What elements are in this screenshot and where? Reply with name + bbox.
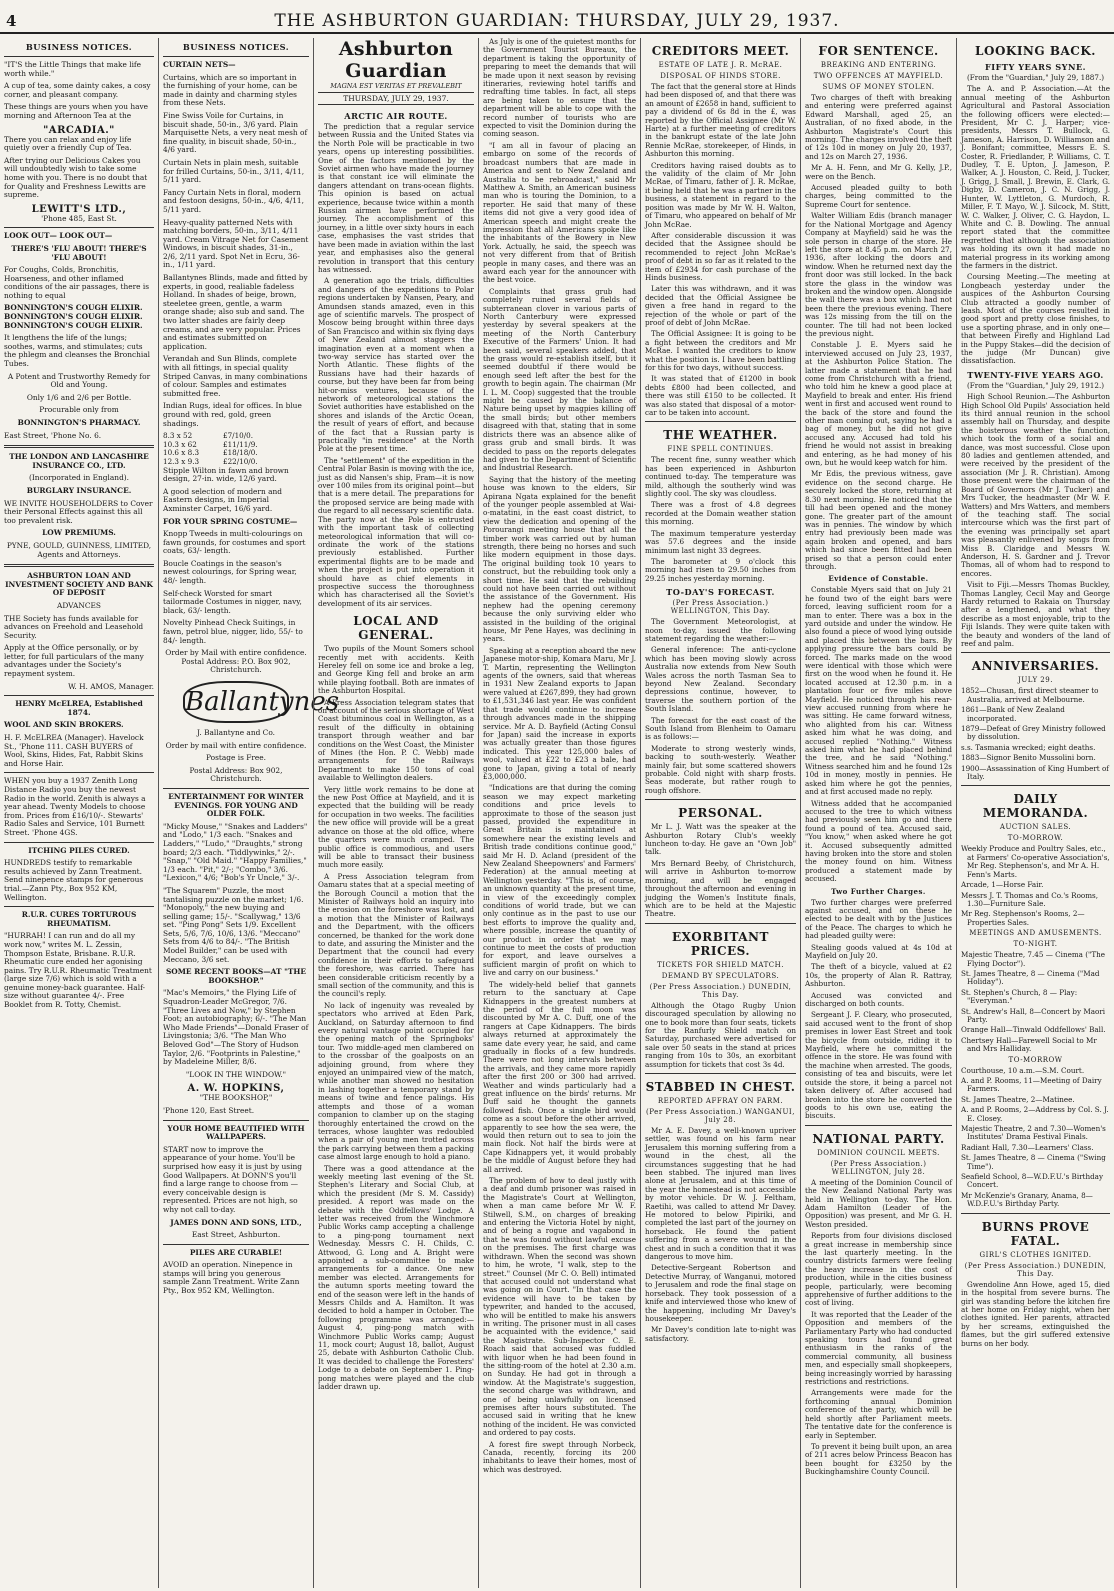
article-paragraph: Creditors having raised doubts as to the validity of the claim of Mr John McRae, of Timaru, father of J. R. McRae, it being held that he was a partner in the business, a statement in regard to the position was made by Mr W. H. Walton, of Timaru, who appeared on behalf of Mr John McRae.	[645, 160, 796, 229]
ad-arcadia-phone: 'Phone 485, East St.	[41, 213, 117, 223]
list-item: 1879—Defeat of Grey Ministry followed by dissolution.	[961, 724, 1106, 742]
ad-flu-price: Only 1/6 and 2/6 per Bottle.	[26, 392, 132, 402]
column-looking-back	[956, 38, 1114, 1588]
article-headline: BURNS PROVE FATAL.	[981, 1219, 1090, 1248]
anniversary-date: JULY 29.	[1018, 676, 1053, 685]
ad-arcadia-text: A cup of tea, some dainty cakes, a cosy corner, and pleasant company.	[4, 81, 151, 99]
ad-loan-text: THE Society has funds available for advances on Freehold and Leasehold Security.	[4, 613, 144, 640]
article-subheading: DISPOSAL OF HINDS STORE.	[660, 72, 781, 80]
article-paragraph: (From the "Guardian," July 29, 1887.)	[967, 73, 1105, 82]
article-paragraph: A meeting of the Dominion Council of the New Zealand National Party was held in Wellington to-day. The Hon. Adam Hamilton (Leader of the Opposition) was present, and Mr G. H. Weston presided.	[805, 1177, 952, 1229]
article-subheading: TICKETS FOR SHIELD MATCH.	[657, 960, 784, 969]
ad-books-text: "Mac's Memoirs," the Flying Life of Squadron-Leader McGregor, 7/6. "Three Lives and Now," by Stephen Foot; an autobiography; 6/-. "The Man Who Made Friends"—Donald Fraser of Livingstonia; 3/6. "The Man Who Beloved God"—The Story of Hudson Taylor, 2/6. "Footprints in Palestine," by Madeleine Miller, 8/6.	[163, 988, 309, 1067]
article-paragraph: A forest fire swept through Norbeck, Canada, recently, forcing its 200 inhabitants to leave their homes, most of which was destroyed.	[483, 1439, 636, 1474]
ad-hopkins-firm: A. W. HOPKINS,	[187, 1083, 285, 1095]
article-headline: NATIONAL PARTY.	[812, 1131, 945, 1146]
article-paragraph: Coursing Meeting.—The meeting at Longbeach yesterday under the auspices of the Ashburton Coursing Club attracted a goodly number of leash. Most of the courses resulted in good sport and pretty close finishes, to use a sporting phrase, and in only one—that between Firefly and Highland Lad in the Puppy Stakes—did the decision of the judge (Mr Duncan) give dissatisfaction.	[961, 272, 1110, 366]
list-item: Seafield School, 8—W.D.F.U.'s Birthday Concert.	[961, 1172, 1104, 1190]
article-paragraph: Complaints that grass grub had completely ruined several fields of subterranean clover in various parts of North Canterbury were expressed yesterday by several speakers at the meeting of the North Canterbury Executive of the Farmers' Union. It had been said, several speakers added, that the grass would re-establish itself, but it seemed doubtful if there would be enough seed left after the best for the growth to begin again. The chairman (Mr I. L. M. Coop) suggested that the trouble might be caused by the balance of Nature being upset by magpies killing off the small birds; but other members disagreed with that, stating that in some districts there was an absence alike of grass grub and small birds. It was decided to pass on the reports delegates had given to the Department of Scientific and Industrial Research.	[483, 286, 636, 473]
article-paragraph: A generation ago the trials, difficulties and dangers of the expeditions to Polar regions undertaken by Nansen, Peary, and Amundsen stands amazed, even in this age of scientific marvels. The prospect of Moscow being brought within three days of San Francisco and within six flying days of New Zealand almost staggers the imagination even at a moment when a two-way service has started over the North Atlantic. These flights of the Russians have had their hazards of course, but they have been far from being hit-or-miss ventures, because of the network of meteorological stations the Soviet authorities have established on the shores and islands of the Arctic Ocean, the result of years of effort, and because of the fact that a Russian party is practically "in residence" at the North Pole at the present time.	[318, 276, 474, 454]
article-paragraph: Speaking at a reception aboard the new Japanese motor-ship, Komara Maru, Mr J. T. Martin, representing the Wellington agents of the owners, said that whereas in 1931 New Zealand exports to Japan were valued at £267,899, they had grown to £1,531,346 last year. He was confident that trade would continue to increase through advances made in the shipping service. Mr A. D. Bayfield (Acting Consul for Japan) said the increase in exports was actually greater than those figures indicated. This year 125,000 bales of wool, valued at £22 to £23 a bale, had gone to Japan, giving a total of nearly £3,000,000.	[483, 645, 636, 781]
ad-postage: Postage is Free.	[205, 753, 266, 763]
ad-loan-manager: W. H. AMOS, Manager.	[68, 681, 154, 691]
ad-home-head: YOUR HOME BEAUTIFIED WITH WALLPAPERS.	[167, 1123, 305, 1142]
article-paragraph: (From the "Guardian," July 29, 1912.)	[967, 380, 1105, 390]
rugs-row: 12.3 x 9.3 £22/10/0.	[163, 456, 258, 466]
article-paragraph: Walter William Edis (branch manager for the National Mortgage and Agency Company at Mayfield) said he was the sole person in charge of the store. He left the store at 8.45 p.m. on March 27, 1936, after locking the doors and window. When he returned next day the front door was still locked. In the back store the glass in the window was broken and the window open. Alongside the wall there was a box which had not been there the previous evening. There was 12s missing from the till on the counter. The till had not been locked the previous night.	[805, 211, 952, 338]
ad-wool-text: H. F. McELREA (Manager). Havelock St., 'Phone 111. CASH BUYERS of Wool, Skins, Hides, Fat, Rabbit Skins and Horse Hair.	[4, 733, 144, 768]
article-paragraph: Witness added that he accompanied accused to the tree to which witness had previously seen him go and there found a pound of tea. Accused said, "You know," when asked where he got it. Accused subsequently admitted having broken into the store and stolen the money found on him. Witness produced a statement made by accused.	[805, 798, 952, 884]
article-paragraph: The prediction that a regular service between Russia and the United States via the North Pole will be practicable in two years, opens up interesting possibilities. One of the factors mentioned by the Soviet airmen who have made the journey is that constant ice will eliminate the dangers attendant on trans-ocean flights. This opinion is based on actual experience, because twice within a month Russian airmen have performed the journey. The accomplishment of this journey, in a little over sixty hours in each case, emphasises the vast strides that have been made in aviation within the last year, and emphasises also the general revolution in transport that this century has witnessed.	[318, 122, 474, 274]
column-business-notices-2	[158, 38, 340, 1588]
ad-curtain-text: Fancy Curtain Nets in floral, modern and festoon designs, 50-in., 4/6, 4/11, 5/11 yard.	[163, 187, 304, 214]
ad-rugs-text: A good selection of modern and Eastern designs, in Imperial Axminster Carpet, 16/6 yard.	[163, 486, 282, 513]
ad-spring-head: FOR YOUR SPRING COSTUME—	[163, 516, 298, 526]
article-paragraph: The Government Meteorologist, at noon to-day, issued the following statement regarding the weather:—	[645, 617, 796, 643]
article-headline: THE WEATHER.	[663, 428, 778, 443]
ad-arcadia-text: After trying our Delicious Cakes you will undoubtedly wish to take some home with you. There is no doubt that for Quality and Freshness Lewitts are supreme.	[4, 155, 148, 200]
ad-rur-head: R.U.R. CURES TORTUROUS RHEUMATISM.	[21, 910, 137, 928]
article-subheading: Two Further Charges.	[831, 886, 926, 896]
article-paragraph: It was stated that of £1200 in book debts £800 had been collected, and there was still £150 to be collected. It was also stated that disposal of a motor-car to be taken into account.	[645, 374, 796, 418]
article-headline: STABBED IN CHEST.	[645, 1079, 796, 1094]
ad-spring-text: Boucle Coatings in the season's newest colourings, for Spring wear, 48/- length.	[163, 558, 297, 586]
article-paragraph: General inference: The anti-cyclone which has been moving slowly across Australia now extends from New South Wales across the north Tasman Sea to beyond New Zealand. Secondary depressions continue, however, to traverse the southern portion of the South Island.	[645, 645, 796, 714]
column-business-notices-1	[0, 38, 158, 1588]
article-subheading: TO-NIGHT.	[1013, 940, 1058, 949]
ad-curtain-text: Fine Swiss Voile for Curtains, in biscuit shade, 50-in., 3/6 yard. Plain Marquisette Nets, a very neat mesh of fine quality, in biscuit shade, 50-in., 4/6 yard.	[163, 110, 308, 155]
article-paragraph: The widely-held belief that gannets return to the sanctuary at Cape Kidnappers in the greatest numbers at the period of the full moon was discounted by Mr A. C. Duff, one of the rangers at Cape Kidnappers. The birds always returned at approximately the same date every year, he said, and came gradually in flocks of a few hundreds. There were not long intervals between the arrivals, and they came more rapidly after the first 200 or 300 had arrived. Weather and winds particularly had a great influence on the birds' returns. Mr Duff said he thought the gannets followed fish. Once a single bird would come as a scout before the other arrived, apparently to see how the sea were, the would then return out to sea to join the main flock. Not half the birds were at Cape Kidnappers yet, it would probably be the middle of August before they had all arrived.	[483, 979, 636, 1174]
article-headline: PERSONAL.	[678, 806, 763, 821]
article-paragraph: No lack of ingenuity was revealed by spectators who arrived at Eden Park, Auckland, on Saturday afternoon to find every natural vantage point occupied for the opening match of the Springboks' tour. Two middle-aged men clambered on to the crossbar of the goalposts on an adjoining ground, from where they enjoyed an unimpaired view of the match, while another man showed no hesitation in lashing together a temporary stand by means of twine and fence palings. His attempts and those of a woman companion to clamber up on the staging thoroughly entertained the crowd on the terraces, whose laughter was redoubled when a pair of young men trotted across the park carrying between them a packing case almost large enough to hold a piano.	[318, 1000, 474, 1162]
article-paragraph: The recent fine, sunny weather which has been experienced in Ashburton continued to-day. The temperature was mild, although the southerly wind was slightly cool. The sky was cloudless.	[645, 455, 796, 499]
ad-rur-text: "HURRAH! I can run and do all my work now," writes M. L. Zessin, Thompson Estate, Brisbane. R.U.R. Rheumatic cure ended her agonising pains. Try R.U.R. Rheumatic Treatment (large size 7/6) which is sold with a genuine money-back guarantee. Half-size without guarantee 4/-. Free Booklet from R. Totty, Chemist.	[4, 931, 152, 1010]
article-paragraph: The fact that the general store at Hinds had been disposed of, and that there was an amount of £2658 in hand, sufficient to pay a dividend of 6s 8d in the £, was reported by the Official Assignee (Mr W. Harte) at a further meeting of creditors in the bankrupt estate of the late John Rennie McRae, storekeeper, of Hinds, in Ashburton this morning.	[645, 82, 796, 159]
article-headline: TO-DAY'S FORECAST.	[666, 587, 775, 598]
article-subheading: FINE SPELL CONTINUES.	[667, 445, 774, 454]
ad-insurance-text: WE INVITE HOUSEHOLDERS to Cover their Personal Effects against this all too prevalent risk.	[4, 498, 153, 525]
column-news-2	[800, 38, 956, 1588]
article-paragraph: Saying that the history of the meeting house was known to the elders, Sir Apirana Ngata explained for the benefit of the younger people assembled at Wai-o-matatini, in the east coast district, to view the dedication and opening of the Porourangi meeting house that all the timber work was carried out by human strength, there being no horses and such like modern equipment in those days. The original building took 10 years to construct, but the rebuilding took only a short time. He said that the rebuilding could not have been carried out without the assistance of the Government. His nephew had the opening ceremony because the only surviving elder who assisted in the building of the original house, Mr Pene Hayes, was declining in years.	[483, 474, 636, 644]
ad-arcadia-lead: "IT'S the Little Things that make life worth while."	[4, 60, 142, 78]
ad-spring-text: Novelty Pinhead Check Suitings, in fawn, petrol blue, nigger, lido, 55/- to 84/- length.	[163, 618, 303, 645]
ad-spring-text: Self-check Worsted for smart tailormade Costumes in nigger, navy, black, 63/- length.	[163, 588, 302, 615]
press-dateline: (Per Press Association.) DUNEDIN, This Day.	[649, 982, 792, 999]
article-paragraph: Accused was convicted and discharged on both counts.	[805, 990, 952, 1009]
ad-rugs-text: Indian Rugs, ideal for offices. In blue ground with red, gold, green shadings.	[163, 401, 302, 428]
ad-postal: Postal Address: Box 902, Christchurch.	[189, 765, 283, 784]
article-paragraph: Detective-Sergeant Robertson and Detective Murray, of Wanganui, motored to Jerusalem and rode the final stage on horseback. They took possession of a knife and interviewed those who knew of the happening, including Mr Davey's housekeeper.	[645, 1263, 796, 1323]
article-paragraph: Mr Edis, the previous witness, gave evidence on the second charge. He securely locked the store, returning at 8.30 next morning. He noticed that the till had been opened and the money gone. The greater part of the amount was in pennies. The window by which entry had previously been made was again broken and opened, and bars which had since been fitted had been prised so that a person could enter through.	[805, 469, 952, 571]
article-paragraph: Two further charges were preferred against accused, and on these he elected to be dealt with by the Justices of the Peace. The charges to which he had pleaded guilty were:	[805, 897, 952, 941]
ad-piles-text: HUNDREDS testify to remarkable results achieved by Zann Treatment. Send ninepence stamps for generous trial.—Zann Pty., Box 952 KM, Wellington.	[4, 858, 144, 902]
article-subheading: MEETINGS AND AMUSEMENTS.	[969, 929, 1102, 938]
article-subheading: BREAKING AND ENTERING.	[820, 61, 937, 69]
article-paragraph: Mr L. J. Watt was the speaker at the Ashburton Rotary Club's weekly luncheon to-day. He gave an "Own Job" talk.	[645, 822, 796, 857]
ad-loan-advances: ADVANCES	[57, 600, 101, 610]
article-paragraph: A Press Association telegram from Oamaru states that at a special meeting of the Borough Council a motion that the Minister of Railways hold an inquiry into the erosion on the foreshore was lost, and a motion that the Minister of Railways and the Department, with the officers concerned, be thanked for the work done to date, and assuring the Minister and the Department that the council had every confidence in their efforts to safeguard the foreshore, was carried. There has been considerable criticism recently by a small section of the community, and this is the council's reply.	[318, 871, 474, 999]
article-headline: ARCTIC AIR ROUTE.	[344, 111, 448, 121]
article-paragraph: Although the Otago Rugby Union discouraged speculation by allowing no one to book more than four seats, tickets for the Ranfurly Shield match on Saturday, purchased were advertised for sale over 50 seats in the stand at prices ranging from 10s to 30s, an exorbitant assumption for tickets that cost 3s 4d.	[645, 1000, 796, 1069]
rugs-row: 10.3 x 62 £11/11/9.	[163, 439, 258, 449]
ad-flu-text: It lengthens the life of the lungs; soothes, warms, and stimulates; cuts the phlegm and cleanses the Bronchial Tubes.	[4, 333, 151, 369]
list-item: 1900—Assassination of King Humbert of Italy.	[961, 763, 1109, 782]
ad-curtain-head: CURTAIN NETS—	[163, 60, 236, 69]
list-item: 1861—Bank of New Zealand incorporated.	[961, 705, 1065, 723]
article-paragraph: "I am all in favour of placing an embargo on some of the records of broadcast numbers that are made in America and sent to New Zealand and Australia to be rebroadcast," said Mr Matthew A. Smith, an American business man who is touring the Dominion, to a reporter. He said that many of these items did not give a very good idea of American speech and might create the impression that all Americans spoke like the inhabitants of the Bowery in New York. Actually, he said, the speech was not very different from that of British people in many cases, and there was an award each year for the announcer with the best voice.	[483, 140, 636, 285]
ad-insurance-type: BURGLARY INSURANCE.	[26, 485, 132, 495]
ad-donn-address: East Street, Ashburton.	[191, 1230, 281, 1240]
ad-piles-head: ITCHING PILES CURED.	[28, 845, 130, 855]
ad-curtain-text: Heavy-quality patterned Nets with matching borders, 50-in., 3/11, 4/11 yard. Cream Vitrage Net for Casement Windows, in biscuit shades, 31-in., 2/6, 2/11 yard. Spot Net in Ecru, 36-in., 1/11 yard.	[163, 217, 309, 270]
article-paragraph: The problem of how to deal justly with a deaf and dumb prisoner was raised in the Magistrate's Court at Wellington, when a man came before Mr W. F. Stilwell, S.M., on charges of breaking and entering the Victoria Hotel by night, and of being a rogue and vagabond in that he was found without lawful excuse on the premises. The first charge was withdrawn. When the second was shown to him, he wrote, "I walk, step to the street." Counsel (Mr C. O. Bell) intimated that accused could not understand what was going on in Court. "In that case the evidence will have to be taken by typewriter, and handed to the accused, who will be entitled to make his answers in writing. The prisoner must in all cases be acquainted with the evidence," said the Magistrate. Sub-Inspector C. E. Roach said that accused was fuddled with liquor when he had been found in the sitting-room of the hotel at 2.30 a.m. on Sunday. He had got in through a window. At the Magistrate's suggestion, the second charge was withdrawn, and one of being unlawfully on licensed premises after hours substituted. The accused said in writing that he knew nothing of the incident. He was convicted and ordered to pay costs.	[483, 1176, 636, 1438]
ad-insurance-firm: THE LONDON AND LANCASHIRE INSURANCE CO., LTD.	[9, 452, 149, 470]
ad-flu-address: East Street, 'Phone No. 6.	[4, 430, 102, 440]
ad-donn-firm: JAMES DONN AND SONS, LTD.,	[170, 1217, 302, 1227]
ad-arcadia-text: There you can relax and enjoy life quietly over a friendly Cup of Tea.	[4, 134, 132, 153]
ad-insurance-inc: (Incorporated in England).	[28, 473, 130, 483]
list-item: 1852—Chusan, first direct steamer to Australia, arrived at Melbourne.	[961, 686, 1099, 704]
article-paragraph: "Indications are that during the coming season we may expect marketing conditions and price levels to approximate to those of the season just passed, provided the expenditure in Great Britain is maintained at somewhere near the existing levels and British trade conditions continue good," said Mr H. D. Acland (president of the New Zealand Sheepowners' and Farmers' Federation) at the annual meeting at Wellington yesterday. "This is, of course, an unknown quantity at the present time, in view of the exceedingly complex conditions of world trade, but we can only continue as in the past to use our best efforts to improve the quality and, where possible, increase the quantity of our product in order that we may continue to meet the costs of production for export, and leave ourselves a sufficient margin of profit on which to live and carry on our business."	[483, 783, 636, 978]
article-paragraph: The maximum temperature yesterday was 57.6 degrees and the inside minimum last night 33 degrees.	[645, 528, 796, 555]
article-subheading: DOMINION COUNCIL MEETS.	[817, 1148, 940, 1157]
article-headline: FOR SENTENCE.	[818, 44, 939, 58]
ad-curtain-text: Curtains, which are so important in the furnishing of your home, can be made in dainty and charming styles from these Nets.	[163, 72, 298, 108]
section-header: BUSINESS NOTICES.	[182, 42, 290, 52]
article-paragraph: Stealing goods valued at 4s 10d at Mayfield on July 20.	[805, 942, 952, 960]
article-headline: FIFTY YEARS SYNE.	[984, 62, 1087, 72]
article-subheading: SUMS OF MONEY STOLEN.	[822, 83, 935, 91]
article-paragraph: The A. and P. Association.—At the annual meeting of the Ashburton Agricultural and Pastoral Association the following officers were elected:—President, Mr C. J. Harper; vice-presidents, Messrs T. Bullock, G. Jameson, A. Harrison, D. Williamson and J. Bonifant; committee, Messrs E. S. Coster, R. Friedlander, P. Williams, C. T. Dudley, T. E. Upton, J. Jameson, P. Walker, A. J. Houston, C. Reid, J. Tucker, J. Grigg, J. Small, J. Brewin, E. Clark, G. Digby, D. Cameron, J. C. N. Grigg, J. Hunter, W. Lyttleton, G. Murdoch, R. Miller, F. T. Mayo, W. J. Silcock, M. Stitt, W. C. Walker, J. Oliver, C. G. Haydon, L. White and C. B. Dowling. The annual report stated that the committee regretted that although the association was holding its own it had made no material progress in its working among the farmers in the district.	[961, 84, 1110, 270]
ad-spring-text: Knopp Tweeds in multi-colourings on fawn grounds, for costumes and sport coats, 63/- length.	[163, 529, 306, 556]
section-headline: ANNIVERSARIES.	[971, 659, 1100, 674]
list-item: Majestic Theatre, 7.45 — Cinema ("The Flying Doctor").	[961, 950, 1106, 968]
section-headline: DAILY MEMORANDA.	[982, 792, 1089, 821]
article-headline: EXORBITANT PRICES.	[672, 929, 769, 958]
article-paragraph: The "settlement" of the expedition in the Central Polar Basin is moving with the ice, just as did Nansen's ship, Fram—it is now over 100 miles from its original point—but that is a mere detail. The preparations for the proposed service are being made with due regard to all necessary scientific data. The party now at the Pole is entrusted with the important task of collecting meteorological information that will co-ordinate the work of the stations previously established. Further experimental flights are to be made and when the project is put into operation it should have as chief elements in prospective success the thoroughness which has characterised all the Soviet's development of its air services.	[318, 455, 474, 608]
ad-loan-text: Apply at the Office personally, or by letter, for full particulars of the many advantages under the Society's repayment system.	[4, 643, 144, 679]
article-paragraph: Mrs Bernard Beeby, of Christchurch, will arrive in Ashburton to-morrow morning, and will be engaged throughout the afternoon and evening in judging the Women's Institute finals, which are to be held at the Majestic Theatre.	[645, 858, 796, 919]
ad-flu-text: Procurable only from	[39, 405, 119, 415]
list-item: A. and P. Rooms, 11—Meeting of Dairy Farmers.	[961, 1076, 1102, 1094]
list-item: Chertsey Hall—Farewell Social to Mr and Mrs Halliday.	[961, 1035, 1097, 1054]
ad-insurance-agents: PYNE, GOULD, GUINNESS, LIMITED, Agents and Attorneys.	[6, 540, 152, 559]
article-paragraph: It was reported that the Leader of the Opposition and members of the Parliamentary Party who had conducted speaking tours had found great enthusiasm in the ranks of the commercial community, all business men, and especially small shopkeepers, being increasingly worried by harassing restrictions and restrictions.	[805, 1309, 952, 1387]
ad-flu-elixir: BONNINGTON'S COUGH ELIXIR. BONNINGTON'S COUGH ELIXIR. BONNINGTON'S COUGH ELIXIR.	[4, 303, 143, 330]
article-subheading: TO-MORROW.	[1007, 834, 1064, 843]
ad-insurance-rates: LOW PREMIUMS.	[42, 528, 116, 538]
editorial-date: THURSDAY, JULY 29, 1937.	[318, 92, 474, 105]
list-item: St. James Theatre, 2—Matinee.	[961, 1094, 1075, 1104]
list-item: 1883—Signor Benito Mussolini born.	[961, 753, 1096, 763]
article-subheading: TO-MORROW	[1008, 1055, 1063, 1064]
article-paragraph: Sergeant J. F. Cleary, who prosecuted, said accused went to the front of shop premises in lower East Street and took the bicycle from outside, riding it to Mayfield, where he committed the offence in the store. He was found with the machine when arrested. The goods, consisting of tea and biscuits, were let outside the store, it being a parcel not taken delivery of. After accused had broken into the store he converted the goods to his own use, eating the biscuits.	[805, 1010, 952, 1121]
ad-rugs-text: Stipple Wilton in fawn and brown design, 27-in. wide, 12/6 yard.	[163, 465, 289, 484]
section-header: BUSINESS NOTICES.	[25, 42, 133, 52]
article-paragraph: Two charges of theft with breaking and entering were preferred against Edward Marshall, aged 25, an Australian, of no fixed abode, in the Ashburton Magistrate's Court this morning. The charges involved the theft of 12s 10d in money on July 20, 1937, and 12s on March 27, 1936.	[805, 93, 952, 161]
column-editorial	[313, 38, 478, 1588]
article-paragraph: Arrangements were made for the forthcoming annual Dominion conference of the party, which will be held shortly after Parliament meets. The tentative date for the conference is early in September.	[805, 1388, 952, 1440]
ad-curtain-text: Ballantynes Blinds, made and fitted by experts, in good, realiable fadeless Holland. In shades of beige, brown, steeletee green, gentle, a warm orange shade; also sub and sand. The two latter shades are fairly deep creams, and are very popular. Prices and estimates submitted on application.	[163, 273, 308, 351]
list-item: Courthouse, 10 a.m.—S.M. Court.	[961, 1065, 1085, 1075]
article-paragraph: The Official Assignee: It is going to be a fight between the creditors and Mr McRae. I wanted the creditors to know what the position is. I have been battling for this for two days, without success.	[645, 329, 796, 372]
article-paragraph: Visit to Fiji.—Messrs Thomas Buckley, Thomas Langley, Cecil May and George Hardy returned to Rakaia on Thursday after a lengthened, and what they describe as a most enjoyable, trip to the Fiji Islands. They were quite taken with the beauty and wonders of the land of reef and palm.	[961, 580, 1110, 648]
ad-flu-lead: LOOK OUT— LOOK OUT—	[4, 231, 113, 241]
article-subheading: AUCTION SALES.	[999, 823, 1072, 832]
list-item: St. James Theatre, 8 — Cinema ("Mad Holiday").	[961, 968, 1100, 987]
list-item: St. James Theatre, 8 — Cinema ("Swing Time").	[961, 1153, 1106, 1171]
list-item: s.s. Tasmania wrecked; eight deaths.	[961, 742, 1096, 752]
ad-arcadia-text: These things are yours when you have morning and Afternoon Tea at the	[4, 102, 149, 120]
column-news-1	[640, 38, 800, 1588]
ad-order-text: Order by Mail with entire confidence. Postal Address: P.O. Box 902, Christchurch.	[165, 648, 307, 675]
article-paragraph: Moderate to strong westerly winds, backing to south-westerly. Weather mainly fair, but some scattered showers probable. Cold night with sharp frosts. Seas moderate, but rather rough to rough offshore.	[645, 743, 796, 795]
ad-flu-text: A Potent and Trustworthy Remedy for Old and Young.	[7, 371, 151, 390]
article-paragraph: Reports from four divisions disclosed a great increase in membership since the last quarterly meeting. In the country districts farmers were feeling the heavy increase in the cost of production, while in the cities business people, particularly, were becoming apprehensive of further additions to the cost of living.	[805, 1231, 952, 1308]
section-headline: LOOKING BACK.	[975, 44, 1096, 58]
rugs-row: 8.3 x 52 £7/10/0.	[163, 431, 253, 441]
article-paragraph: The barometer at 9 o'clock this morning had risen to 29.50 inches from 29.25 inches yesterday morning.	[645, 556, 796, 583]
ballantyne-signature-logo: Ballantynes	[183, 681, 289, 723]
ad-books-head: SOME RECENT BOOKS—AT "THE BOOKSHOP."	[165, 967, 307, 985]
article-paragraph: There was a good attendance at the weekly meeting last evening of the St. Stephen's Literary and Social Club, at which the president (Mr S. M. Cassidy) presided. A report was made on the debate with the Oddfellows' Lodge. A letter was received from the Winchmore Public Works camp accepting a challenge to a ping-pong tournament next Wednesday. Messrs C. H. Childs, C. Attwood, G. Long and A. Bright were appointed a sub-committee to make arrangements for a dance. One new member was elected. Arrangements for the autumn sports meeting toward the end of the season were left in the hands of Messrs Childs and A. Hamilton. It was decided to hold a hamper in October. The following programme was arranged:—August 4, ping-pong match with Winchmore Public Works camp; August 11, mock court; August 18, ballot, August 25, debate with Ashburton Catholic Club. It was decided to challenge the Foresters' Lodge to a debate on September 1. Ping-pong matches were played and the club ladder drawn up.	[318, 1163, 474, 1392]
ad-games-text: "The Squarem" Puzzle, the most tantalising puzzle on the market; 1/6. "Monopoly," the new buying and selling game; 15/-. "Scallywag," 13/6 set. "Ping Pong" Sets 1/9. Excellent Sets, 5/6, 7/6, 10/6, 13/6. "Meccano" Sets from 4/6 to 84/-. "The British Model Builder," can be used with Meccano, 3/6 set.	[163, 885, 304, 964]
ad-wool-firm: HENRY McELREA, Established 1874.	[15, 699, 143, 717]
article-subheading: GIRL'S CLOTHES IGNITED.	[979, 1250, 1092, 1259]
article-subheading: Evidence of Constable.	[828, 574, 929, 584]
article-paragraph: A Press Association telegram states that on account of the serious shortage of West Coast bituminous coal in Wellington, as a result of the difficulty in obtaining transport through weather and bar conditions on the West Coast, the Minister of Mines (the Hon. P. C. Webb) made arrangements for the Railways Department to make 150 tons of coal available to Wellington dealers.	[318, 697, 474, 783]
page-number: 4	[6, 12, 17, 30]
ad-hopkins-address: 'Phone 120, East Street.	[163, 1105, 255, 1115]
rugs-row: 10.6 x 8.3 £18/18/0.	[163, 448, 258, 458]
press-dateline: (Per Press Association.) WELLINGTON, This Day.	[670, 599, 771, 616]
list-item: St. Andrew's Hall, 8—Concert by Maori Party.	[961, 1006, 1106, 1024]
article-paragraph: Later this was withdrawn, and it was decided that the Official Assignee be given a free hand in regard to the rejection of the whole or part of the proof of debt of John McRae.	[645, 284, 796, 327]
article-paragraph: Mr A. H. Fenn, and Mr G. Kelly, J.P., were on the Bench.	[805, 163, 952, 181]
article-paragraph: Accused pleaded guilty to both charges, being committed to the Supreme Court for sentence.	[805, 183, 952, 209]
article-paragraph: The forecast for the east coast of the South Island from Blenheim to Oamaru is as follows:—	[645, 715, 796, 742]
ad-arcadia-name: "ARCADIA."	[43, 124, 115, 136]
article-headline: TWENTY-FIVE YEARS AGO.	[967, 369, 1104, 380]
ad-flu-warning: THERE'S 'FLU ABOUT! THERE'S 'FLU ABOUT!	[11, 243, 147, 262]
article-paragraph: The theft of a bicycle, valued at £2 10s, the property of Alan R. Rattray, Ashburton.	[805, 962, 952, 989]
press-dateline: (Per Press Association.) WANGANUI, July 28.	[646, 1107, 795, 1124]
article-paragraph: Constable J. E. Myers said he interviewed accused on July 23, 1937, at the Ashburton Police Station. The latter made a statement that he had come from Christchurch with a friend, who told him he knew a good place at Mayfield to break and enter. His friend went in first and accused went round to the back of the store and found the other man coming out, saying he had a bag of money, but he did not give accused any. Accused had told his friend he would not assist in breaking and entering, as he had money of his own, but he would keep watch for him.	[805, 340, 952, 468]
masthead-title: THE ASHBURTON GUARDIAN: THURSDAY, JULY 29, 1937.	[274, 11, 840, 31]
list-item: Mr Reg. Stephenson's Rooms, 2—Properties Sales.	[961, 909, 1085, 927]
ad-radio-text: WHEN you buy a 1937 Zenith Long Distance Radio you buy the newest Radio in the world. Zenith is always a year ahead. Twenty Models to choose from. Prices from £16/10/-. Stewarts' Radio Sales and Service, 101 Burnett Street. 'Phone 4GS.	[4, 776, 146, 837]
article-subheading: REPORTED AFFRAY ON FARM.	[657, 1096, 784, 1105]
article-paragraph: Mr Davey's condition late to-night was satisfactory.	[645, 1325, 796, 1343]
page-masthead	[0, 8, 1114, 34]
list-item: Arcade, 1—Horse Fair.	[961, 880, 1044, 890]
article-paragraph: As July is one of the quietest months for the Government Tourist Bureaux, the department is taking the opportunity of preparing to meet the demands that will be made upon it next season by revising itineraries, reviewing hotel tariffs and redrafting time tables. In fact, all steps are being taken to ensure that the department will be able to cope with the record number of tourists who are expected to visit the Dominion during the coming season.	[483, 37, 636, 139]
list-item: Orange Hall—Tinwald Oddfellows' Ball.	[961, 1025, 1106, 1035]
press-dateline: (Per Press Association.) DUNEDIN, This Day.	[964, 1261, 1107, 1278]
ad-loan-firm: ASHBURTON LOAN AND INVESTMENT SOCIETY AND BANK OF DEPOSIT	[5, 571, 153, 598]
list-item: Majestic Theatre, 2 and 7.30—Women's Institutes' Drama Festival Finals.	[961, 1124, 1106, 1142]
article-paragraph: Mr A. E. Davey, a well-known upriver settler, was found on his farm near Jerusalem this morning suffering from a wound in the chest, all the circumstances suggesting that he had been stabbed. The injured man lives alone at Jerusalem, and at this time of the year the homestead is not accessible by motor vehicle. Dr W. J. Feltham, Raetihi, was called to attend Mr Davey. He motored to below Pipiriki, and completed the last part of the journey on horseback. He found the patient suffering from a severe wound in the chest and in such a condition that it was dangerous to move him.	[645, 1125, 796, 1262]
ad-games-text: "Micky Mouse," "Snakes and Ladders" and "Lodo," 1/3 each. "Snakes and Ladders," "Ludo," "Draughts," strong board; 2/3 each. "Tiddlywinks," 2/-. "Snap," "Old Maid." "Happy Families," 1/3 each. "Pit," 2/-; "Combo," 3/6. "Lexicon," 4/6; "Bob's Yr Uncle," 3/-.	[163, 821, 308, 883]
article-paragraph: Gwendoline Ann Howe, aged 15, died in the hospital from severe burns. The girl was standing before the kitchen fire at her home on Friday night, when her clothes ignited. Her parents, attracted by her screams, extinguished the flames, but the girl suffered extensive burns on her body.	[961, 1279, 1110, 1348]
ad-home-text: START now to improve the appearance of your home. You'll be surprised how easy it is just by using Good Wallpapers. At DONN'S you'll find a large range to choose from — every conceivable design is represented. Prices are not high, so why not call to-day.	[163, 1144, 302, 1214]
article-subheading: DEMAND BY SPECULATORS.	[661, 971, 780, 980]
ad-piles-head: PILES ARE CURABLE!	[189, 1247, 283, 1257]
article-paragraph: To prevent it being built upon, an area of 211 acres below Princess Beacon has been bought for £3250 by the Buckinghamshire County Council.	[805, 1441, 952, 1477]
ad-wool-title: WOOL AND SKIN BROKERS.	[4, 720, 124, 730]
ad-flu-firm: BONNINGTON'S PHARMACY.	[17, 418, 141, 427]
list-item: St. Stephen's Church, 8 — Play: "Everyman."	[961, 987, 1078, 1006]
list-item: A. and P. Rooms, 2—Address by Col. S. J. E. Closey.	[961, 1105, 1109, 1123]
list-item: Weekly Produce and Poultry Sales, etc., at Farmers' Co-operative Association's, Mr Reg. Stephenson's, and Mr A. H. Fenn's Marts.	[961, 844, 1110, 879]
article-paragraph: After considerable discussion it was decided that the Assignee should be recommended to reject John McRae's proof of debt in so far as it related to the item of £2934 for cash purchase of the Hinds business.	[645, 230, 796, 282]
article-headline: CREDITORS MEET.	[651, 44, 790, 58]
ad-ballantyne-firm: J. Ballantyne and Co.	[196, 728, 276, 737]
ad-piles-text: AVOID an operation. Ninepence in stamps will bring you generous sample Zann Treatment. Write Zann Pty., Box 952 KM, Wellington.	[163, 1260, 300, 1296]
ad-books-window: "LOOK IN THE WINDOW."	[185, 1069, 287, 1079]
article-paragraph: Constable Myers said that on July 21 he found two of the eight bars were forced, leaving sufficient room for a man to enter. There was a box in the yard outside and under the window. He also found a piece of wood lying outside and placed this between the bars. By applying pressure the bars could be forced. The marks made on the wood were identical with those which were first on the wood when he found it. He located accused at 12.30 p.m. in a plantation four or five miles above Mayfield. He noticed through his rear-view accused running from where he was sitting. He came forward witness, who alighted from his car. Witness asked him what he was doing, and accused replied "Nothing." Witness asked him what he had placed behind the tree, and he said "Nothing." Witness searched him and he found 12s 10d in money, mostly in pennies. He asked him where he got the pennies, and at first accused made no reply.	[805, 585, 952, 797]
ad-curtain-text: Curtain Nets in plain mesh, suitable for frilled Curtains, 50-in., 3/11, 4/11, 5/11 yard.	[163, 157, 305, 185]
rugs-price-table	[163, 432, 309, 466]
article-paragraph: There was a frost of 4.8 degrees recorded at the Domain weather station this morning.	[645, 500, 796, 527]
ad-flu-text: For Coughs, Colds, Bronchitis, Hoarseness, and other inflamed conditions of the air passages, there is nothing to equal	[4, 265, 150, 300]
paper-motto: MAGNA EST VERITAS ET PREVALEBIT	[330, 82, 462, 90]
article-paragraph: Very little work remains to be done at the new Post Office at Mayfield, and it is expected that the building will be ready for occupation in two weeks. The facilities the new office will provide will be a great advance on those at the old office, where the quarters were much cramped. The public office is commodious, and users will be able to transact their business much more easily.	[318, 784, 474, 870]
list-item: Messrs J. T. Thomas and Co.'s Rooms, 1.30—Furniture Sale.	[961, 890, 1099, 908]
article-paragraph: Two pupils of the Mount Somers school recently met with accidents. Keith Hereley fell on some ice and broke a leg, and George King fell and broke an arm while playing football. Both are inmates of the Ashburton Hospital.	[318, 644, 474, 696]
article-paragraph: High School Reunion.—The Ashburton High School Old Pupils' Association held its third annual reunion in the school assembly hall on Thursday, and despite the boisterous weather the function, which took the form of a social and dance, was most successful. Close upon 80 ladies and gentlemen attended, and were received by the president of the association (Mr J. R. Christian). Among those present were the chairman of the Board of Governors (Mr J. Tucker) and Mrs Tucker, the headmaster (Mr W. F. Watters) and Mrs Watters, and members of the teaching staff. The social intercourse which was the first part of the evening was principally set apart was pleasantly enlivened by songs from Miss B. Claridge and Messrs W. Anderson, H. S. Gardner and J. Trevor Thomas, all of whom had to respond to encores.	[961, 392, 1110, 578]
article-subheading: ESTATE OF LATE J. R. McRAE.	[658, 61, 783, 69]
column-local-general	[478, 38, 640, 1588]
ad-order-text: Order by mail with entire confidence.	[165, 740, 307, 750]
press-dateline: (Per Press Association.) WELLINGTON, July 28.	[830, 1159, 927, 1176]
ad-hopkins-shop: "THE BOOKSHOP,"	[199, 1093, 273, 1103]
ad-games-head: ENTERTAINMENT FOR WINTER EVENINGS. FOR YOUNG AND OLDER FOLK.	[168, 791, 304, 819]
ad-curtain-text: Verandah and Sun Blinds, complete with all fittings, in special quality Striped Canvas, in many combinations of colour. Samples and estimates submitted free.	[163, 354, 308, 398]
ad-arcadia-firm: LEWITT'S LTD.,	[31, 203, 127, 215]
paper-nameplate: Ashburton Guardian	[338, 38, 454, 82]
list-item: Mr McKenzie's Granary, Anama, 8—W.D.F.U.'s Birthday Party.	[961, 1190, 1093, 1209]
article-subheading: TWO OFFENCES AT MAYFIELD.	[813, 72, 944, 80]
section-headline: LOCAL AND GENERAL.	[353, 614, 439, 643]
list-item: Radiant Hall, 7.30—Learners' Class.	[961, 1142, 1094, 1152]
